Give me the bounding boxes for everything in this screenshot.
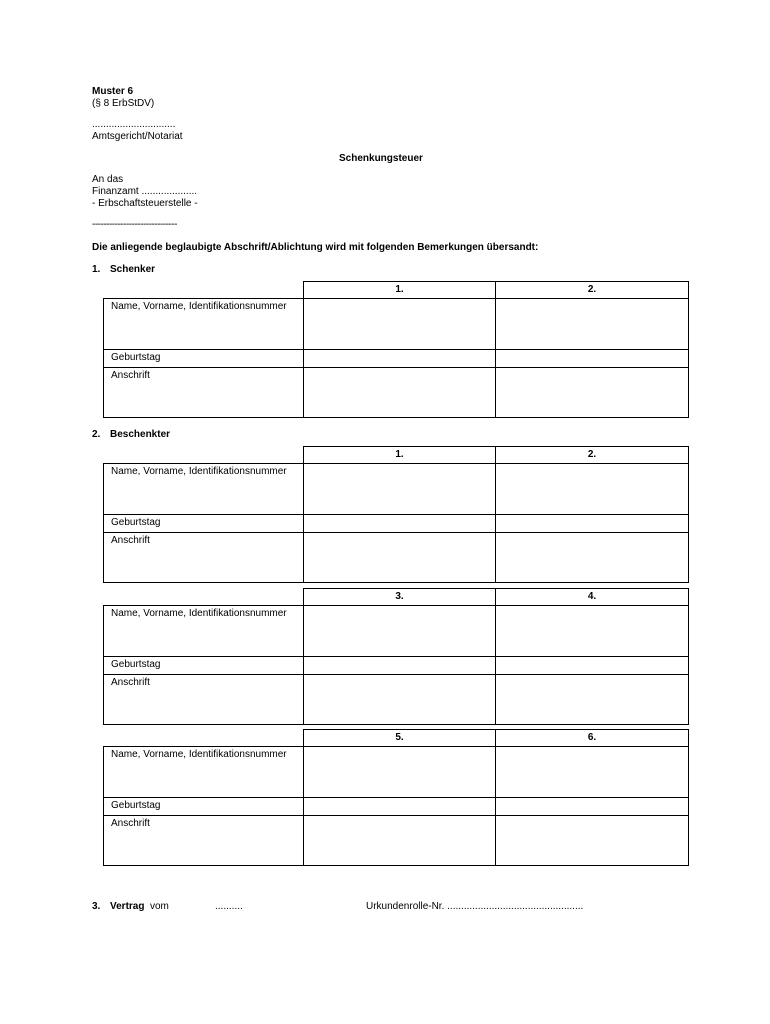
column-header: 1. (304, 282, 496, 299)
name-field[interactable] (304, 747, 496, 798)
address-field[interactable] (496, 675, 689, 725)
court-label: Amtsgericht/Notariat (92, 131, 183, 142)
section-2-number: 2. (92, 429, 101, 440)
column-header: 6. (496, 730, 689, 747)
intro-text: Die anliegende beglaubigte Abschrift/Ablichtung wird mit folgenden Bemerkungen übersandt: (92, 242, 539, 253)
name-field[interactable] (496, 606, 689, 657)
row-label-address: Anschrift (104, 368, 304, 418)
row-label-birth: Geburtstag (104, 657, 304, 675)
birth-field[interactable] (304, 350, 496, 368)
beschenkter-table-1 (103, 446, 689, 583)
address-field[interactable] (496, 816, 689, 866)
beschenkter-table-2 (103, 588, 689, 725)
address-field[interactable] (304, 533, 496, 583)
recipient-line-3: - Erbschaftsteuerstelle - (92, 198, 198, 209)
contract-date-field[interactable]: .......... (215, 901, 243, 912)
address-field[interactable] (304, 675, 496, 725)
recipient-dashes: ------------------------------ (92, 219, 177, 230)
section-2-heading: Beschenkter (110, 429, 171, 440)
row-label-address: Anschrift (104, 675, 304, 725)
column-header: 2. (496, 447, 689, 464)
column-header: 2. (496, 282, 689, 299)
birth-field[interactable] (304, 515, 496, 533)
section-3-heading: Vertrag (110, 901, 145, 912)
column-header: 3. (304, 589, 496, 606)
table-corner (104, 589, 304, 606)
legal-reference: (§ 8 ErbStDV) (92, 98, 155, 109)
table-corner (104, 730, 304, 747)
birth-field[interactable] (304, 657, 496, 675)
column-header: 4. (496, 589, 689, 606)
section-3-suffix: vom (150, 901, 169, 912)
page-title: Schenkungsteuer (339, 153, 423, 164)
address-field[interactable] (496, 368, 689, 418)
name-field[interactable] (304, 606, 496, 657)
row-label-address: Anschrift (104, 816, 304, 866)
birth-field[interactable] (496, 515, 689, 533)
row-label-name: Name, Vorname, Identifikationsnummer (104, 299, 304, 350)
form-number: Muster 6 (92, 86, 134, 97)
name-field[interactable] (496, 299, 689, 350)
row-label-birth: Geburtstag (104, 515, 304, 533)
recipient-line-1: An das (92, 174, 124, 185)
address-field[interactable] (304, 816, 496, 866)
name-field[interactable] (304, 299, 496, 350)
birth-field[interactable] (496, 798, 689, 816)
court-dots: .............................. (92, 119, 176, 130)
birth-field[interactable] (496, 350, 689, 368)
column-header: 5. (304, 730, 496, 747)
table-corner (104, 447, 304, 464)
birth-field[interactable] (496, 657, 689, 675)
address-field[interactable] (496, 533, 689, 583)
table-corner (104, 282, 304, 299)
section-1-heading: Schenker (110, 264, 156, 275)
row-label-address: Anschrift (104, 533, 304, 583)
schenker-table (103, 281, 689, 418)
row-label-name: Name, Vorname, Identifikationsnummer (104, 606, 304, 657)
urkundenrolle-field[interactable]: Urkundenrolle-Nr. ................................................. (366, 901, 584, 912)
row-label-birth: Geburtstag (104, 798, 304, 816)
name-field[interactable] (496, 464, 689, 515)
row-label-name: Name, Vorname, Identifikationsnummer (104, 464, 304, 515)
row-label-birth: Geburtstag (104, 350, 304, 368)
beschenkter-table-3 (103, 729, 689, 866)
name-field[interactable] (496, 747, 689, 798)
column-header: 1. (304, 447, 496, 464)
recipient-line-2: Finanzamt .................... (92, 186, 198, 197)
birth-field[interactable] (304, 798, 496, 816)
row-label-name: Name, Vorname, Identifikationsnummer (104, 747, 304, 798)
section-1-number: 1. (92, 264, 101, 275)
section-3-number: 3. (92, 901, 101, 912)
address-field[interactable] (304, 368, 496, 418)
name-field[interactable] (304, 464, 496, 515)
